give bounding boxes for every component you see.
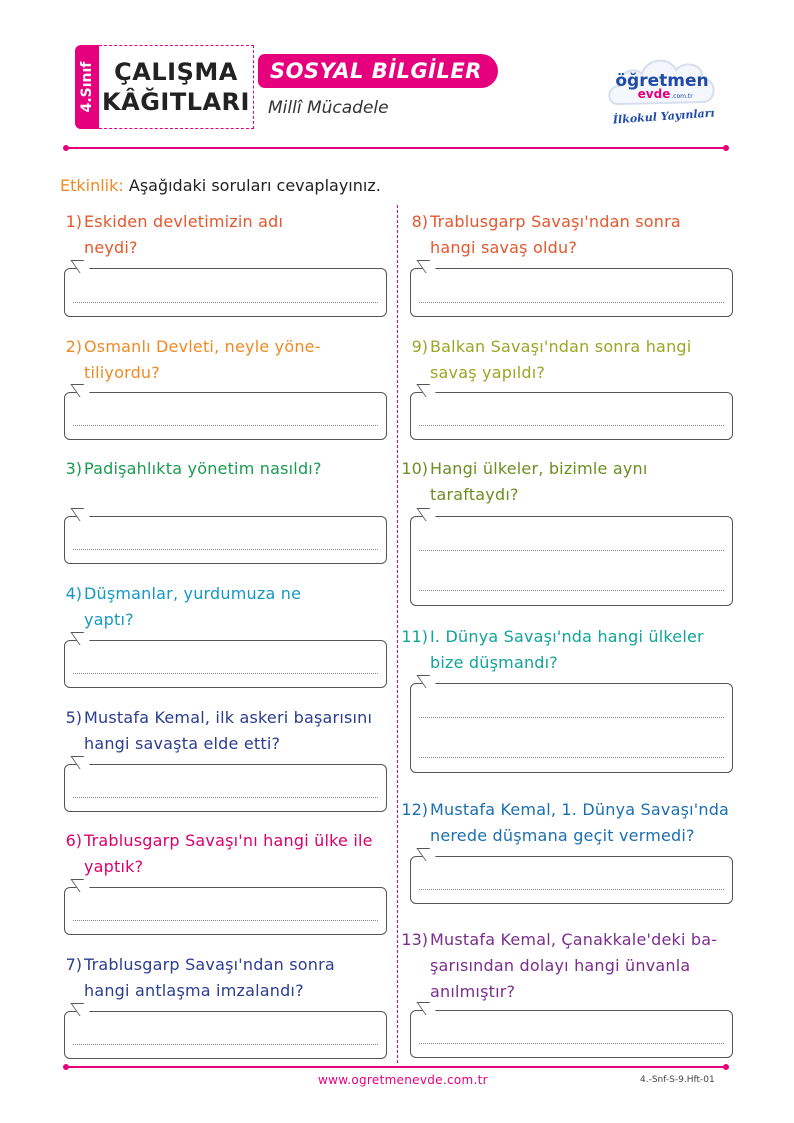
rule-dot-right — [723, 145, 729, 151]
rule-dot-left — [63, 145, 69, 151]
question-number: 9) — [411, 337, 428, 356]
question-text: Düşmanlar, yurdumuza ne yaptı? — [84, 584, 302, 629]
topic-title: Millî Mücadele — [268, 98, 389, 118]
answer-box-1[interactable] — [64, 268, 387, 317]
title-line-2: KÂĞITLARI — [102, 88, 250, 116]
question-text: Mustafa Kemal, 1. Dünya Savaşı'nda nerede düşmana geçit vermedi? — [430, 800, 730, 845]
answer-box-11[interactable] — [410, 683, 733, 773]
question-text: Mustafa Kemal, ilk askeri başarısını hangi savaşta elde etti? — [84, 708, 373, 753]
document-code: 4.-Snf-S-9.Hft-01 — [640, 1075, 715, 1085]
question-number: 7) — [65, 955, 82, 974]
publisher-logo — [604, 44, 724, 132]
answer-box-3[interactable] — [64, 516, 387, 564]
answer-line — [73, 919, 378, 921]
answer-line — [73, 424, 378, 426]
speech-tail — [70, 260, 92, 273]
answer-line — [419, 424, 724, 426]
answer-line — [419, 888, 724, 890]
subject-title: SOSYAL BİLGİLER — [270, 59, 482, 83]
activity-text: Aşağıdaki soruları cevaplayınız. — [123, 176, 381, 195]
logo-word2: evde — [637, 87, 671, 101]
question-text: I. Dünya Savaşı'nda hangi ülkeler bize düşmandı? — [430, 627, 704, 672]
activity-instruction — [60, 176, 381, 195]
cloud-logo-icon — [604, 44, 724, 132]
footer-website-link[interactable]: www.ogretmenevde.com.tr — [318, 1073, 488, 1087]
answer-box-2[interactable] — [64, 392, 387, 440]
speech-tail — [416, 260, 438, 273]
answer-box-12[interactable] — [410, 856, 733, 904]
answer-box-10[interactable] — [410, 516, 733, 606]
question-text: Hangi ülkeler, bizimle aynı taraftaydı? — [430, 459, 648, 504]
logo-domain: .com.tr — [671, 93, 693, 100]
answer-box-4[interactable] — [64, 640, 387, 688]
question-number: 10) — [401, 459, 428, 478]
question-text: Osmanlı Devleti, neyle yöne-tiliyordu? — [84, 337, 321, 382]
speech-tail — [70, 632, 92, 645]
answer-line — [73, 672, 378, 674]
question-text: Trablusgarp Savaşı'ndan sonra hangi antlaşma imzalandı? — [84, 955, 335, 1000]
speech-tail — [416, 848, 438, 861]
logo-word: öğretmen — [615, 71, 709, 91]
rule-dot-right — [723, 1064, 729, 1070]
rule-dot-left — [63, 1064, 69, 1070]
footer-divider — [66, 1066, 726, 1068]
logo-tagline: İlkokul Yayınları — [612, 106, 716, 127]
speech-tail — [416, 508, 438, 521]
answer-line — [419, 589, 724, 591]
speech-tail — [416, 675, 438, 688]
question-number: 8) — [411, 212, 428, 231]
answer-line — [419, 756, 724, 758]
question-number: 13) — [401, 930, 428, 949]
answer-box-13[interactable] — [410, 1010, 733, 1058]
question-number: 6) — [65, 831, 82, 850]
question-number: 3) — [65, 459, 82, 478]
answer-line — [73, 548, 378, 550]
answer-line — [419, 549, 724, 551]
subject-banner — [258, 54, 498, 88]
answer-box-8[interactable] — [410, 268, 733, 317]
question-number: 11) — [401, 627, 428, 646]
answer-box-6[interactable] — [64, 887, 387, 935]
worksheet-title — [99, 45, 254, 129]
title-line-1: ÇALIŞMA — [114, 58, 238, 86]
answer-box-5[interactable] — [64, 764, 387, 812]
question-number: 5) — [65, 708, 82, 727]
answer-box-7[interactable] — [64, 1011, 387, 1059]
speech-tail — [70, 1003, 92, 1016]
speech-tail — [70, 879, 92, 892]
answer-line — [73, 1043, 378, 1045]
question-text: Trablusgarp Savaşı'ndan sonra hangi savaş oldu? — [430, 212, 681, 257]
question-number: 2) — [65, 337, 82, 356]
activity-label: Etkinlik: — [60, 176, 124, 195]
answer-line — [73, 301, 378, 303]
grade-tab — [75, 45, 99, 129]
answer-line — [73, 796, 378, 798]
header-divider — [66, 147, 726, 149]
question-text: Trablusgarp Savaşı'nı hangi ülke ile yaptık? — [84, 831, 373, 876]
answer-box-9[interactable] — [410, 392, 733, 440]
question-text: Mustafa Kemal, Çanakkale'deki ba-şarısından dolayı hangi ünvanla anılmıştır? — [430, 930, 718, 1001]
grade-label: 4.Sınıf — [79, 61, 95, 113]
column-divider — [397, 205, 398, 1063]
answer-line — [419, 716, 724, 718]
question-number: 4) — [65, 584, 82, 603]
question-text: Padişahlıkta yönetim nasıldı? — [84, 459, 322, 478]
question-text: Balkan Savaşı'ndan sonra hangi savaş yapıldı? — [430, 337, 692, 382]
question-number: 1) — [65, 212, 82, 231]
speech-tail — [70, 508, 92, 521]
answer-line — [419, 1042, 724, 1044]
answer-line — [419, 301, 724, 303]
question-text: Eskiden devletimizin adı neydi? — [84, 212, 284, 257]
question-number: 12) — [401, 800, 428, 819]
speech-tail — [70, 756, 92, 769]
